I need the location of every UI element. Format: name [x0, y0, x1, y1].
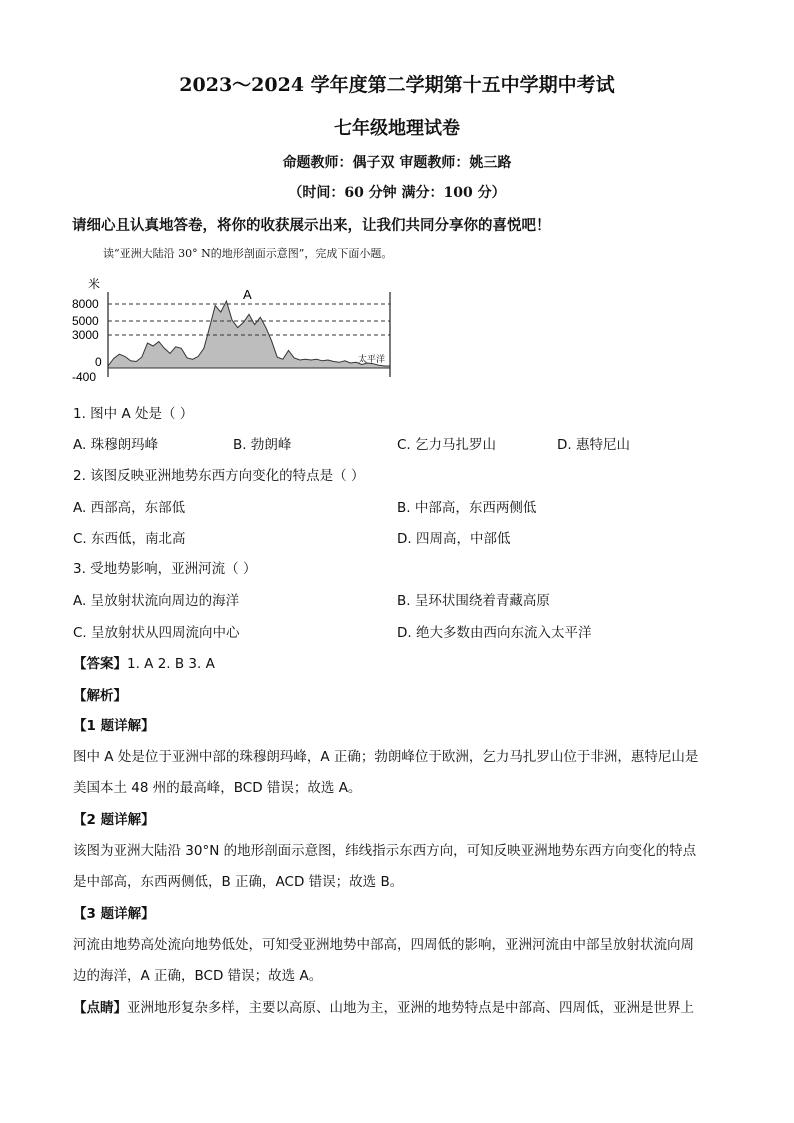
y-axis-unit-label: 米 — [88, 277, 101, 291]
q3-option-d: D. 绝大多数由西向东流入太平洋 — [397, 625, 592, 641]
y-tick-0: 0 — [95, 355, 102, 369]
q3-option-b: B. 呈环状围绕着青藏高原 — [397, 593, 550, 609]
section-2-heading: 【2 题详解】 — [73, 812, 155, 828]
answer-label: 【答案】 — [73, 656, 127, 672]
analysis-label: 【解析】 — [73, 688, 127, 704]
question-1-stem: 1. 图中 A 处是（ ） — [73, 406, 194, 422]
y-tick-5000: 5000 — [72, 314, 99, 328]
q1-option-d: D. 惠特尼山 — [557, 437, 630, 453]
q2-option-c: C. 东西低，南北高 — [73, 531, 186, 547]
q3-option-c: C. 呈放射状从四周流向中心 — [73, 625, 240, 641]
pacific-ocean-label: 太平洋 — [358, 355, 386, 365]
encouragement-line: 请细心且认真地答卷，将你的收获展示出来，让我们共同分享你的喜悦吧！ — [72, 217, 551, 234]
tip-label: 【点睛】 — [73, 1000, 127, 1016]
exam-title: 2023～2024 学年度第二学期第十五中学期中考试 — [179, 74, 615, 96]
answer-text: 1. A 2. B 3. A — [127, 656, 215, 672]
section-1-heading: 【1 题详解】 — [73, 718, 155, 734]
tip-text: 亚洲地形复杂多样，主要以高原、山地为主，亚洲的地势特点是中部高、四周低，亚洲是世界上 — [127, 1000, 694, 1016]
q1-option-b: B. 勃朗峰 — [233, 437, 292, 453]
intro-text: 读“亚洲大陆沿 30° N的地形剖面示意图”，完成下面小题。 — [103, 247, 393, 260]
section-1-line-1: 图中 A 处是位于亚洲中部的珠穆朗玛峰，A 正确；勃朗峰位于欧洲，乞力马扎罗山位于非洲，惠特尼山是 — [73, 749, 699, 765]
peak-a-label: A — [243, 287, 252, 302]
tip-row — [73, 996, 694, 1016]
y-tick-3000: 3000 — [72, 328, 99, 342]
section-3-line-2: 边的海洋，A 正确，BCD 错误；故选 A。 — [73, 968, 323, 984]
teacher-line: 命题教师：偶子双 审题教师：姚三路 — [282, 155, 512, 171]
terrain-profile-chart — [70, 272, 400, 392]
question-2-stem: 2. 该图反映亚洲地势东西方向变化的特点是（ ） — [73, 468, 365, 484]
section-2-line-1: 该图为亚洲大陆沿 30°N 的地形剖面示意图，纬线指示东西方向，可知反映亚洲地势东西方向变化的特点 — [73, 843, 697, 859]
q2-option-d: D. 四周高，中部低 — [397, 531, 511, 547]
exam-subtitle: 七年级地理试卷 — [334, 118, 460, 139]
q1-option-a: A. 珠穆朗玛峰 — [73, 437, 159, 453]
q2-option-a: A. 西部高，东部低 — [73, 500, 186, 516]
section-3-line-1: 河流由地势高处流向地势低处，可知受亚洲地势中部高，四周低的影响，亚洲河流由中部呈放射状流向周 — [73, 937, 694, 953]
section-1-line-2: 美国本土 48 州的最高峰，BCD 错误；故选 A。 — [73, 780, 362, 796]
answer-row — [73, 652, 215, 672]
section-3-heading: 【3 题详解】 — [73, 906, 155, 922]
y-tick-minus400: -400 — [72, 370, 97, 384]
q1-option-c: C. 乞力马扎罗山 — [397, 437, 497, 453]
q3-option-a: A. 呈放射状流向周边的海洋 — [73, 593, 240, 609]
time-score-line: （时间：60 分钟 满分：100 分） — [288, 185, 506, 201]
q2-option-b: B. 中部高，东西两侧低 — [397, 500, 537, 516]
y-tick-8000: 8000 — [72, 297, 99, 311]
section-2-line-2: 是中部高，东西两侧低，B 正确，ACD 错误；故选 B。 — [73, 874, 404, 890]
question-3-stem: 3. 受地势影响，亚洲河流（ ） — [73, 561, 257, 577]
